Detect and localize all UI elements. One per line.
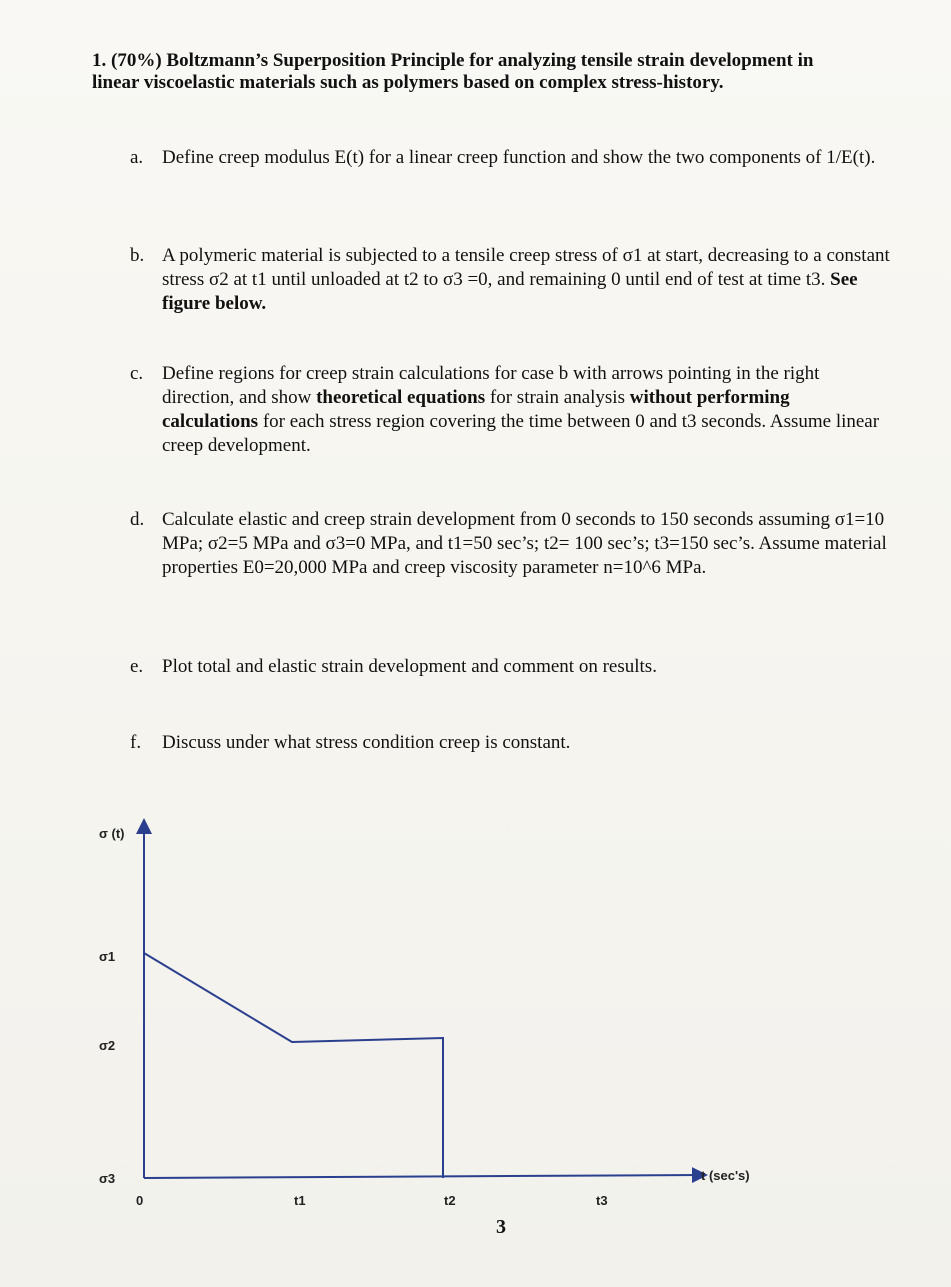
y-tick-sigma1: σ1: [99, 949, 116, 964]
x-axis-label: t (sec's): [701, 1168, 750, 1183]
item-text: [162, 362, 890, 458]
x-tick-0: 0: [136, 1193, 144, 1208]
page-number: 3: [496, 1216, 506, 1238]
item-text: Plot total and elastic strain development and comment on results.: [162, 656, 657, 677]
item-text-bold: without performing calculations: [162, 387, 790, 432]
x-tick-t1: t1: [294, 1193, 306, 1208]
item-text: Discuss under what stress condition creep is constant.: [162, 732, 571, 753]
item-text-plain: for each stress region covering the time between 0 and t3 seconds. Assume linear creep development.: [162, 411, 880, 456]
y-axis-label: σ (t): [99, 826, 125, 841]
item-text-plain: Define regions for creep strain calculations for case b with arrows pointing in the right direction, and show: [162, 363, 820, 408]
item-marker: f.: [130, 732, 142, 753]
item-text-bold: See figure below.: [162, 269, 858, 314]
item-marker: c.: [130, 363, 144, 384]
x-tick-t2: t2: [444, 1193, 456, 1208]
sub-question-c: [130, 362, 890, 458]
sub-question-a: [130, 146, 890, 170]
x-tick-t3: t3: [596, 1193, 608, 1208]
y-tick-sigma2: σ2: [99, 1038, 116, 1053]
y-tick-sigma3: σ3: [99, 1171, 116, 1186]
item-marker: e.: [130, 656, 144, 677]
item-text: Define creep modulus E(t) for a linear creep function and show the two components of 1/E(t).: [162, 147, 876, 168]
stress-history-line: [144, 953, 443, 1178]
sub-question-e: [130, 655, 890, 679]
item-marker: a.: [130, 147, 144, 168]
question-heading: 1. (70%) Boltzmann’s Superposition Principle for analyzing tensile strain development in linear viscoelastic materials such as polymers based on complex stress-history.: [92, 50, 814, 93]
item-text-plain: A polymeric material is subjected to a tensile creep stress of σ1 at start, decreasing to a constant stress σ2 at t1 until unloaded at t2 to σ3 =0, and remaining 0 until end of test at time t3.: [162, 245, 890, 290]
item-text-plain: for strain analysis: [485, 387, 630, 408]
sub-question-f: [130, 731, 890, 755]
sub-question-d: [130, 508, 890, 580]
item-marker: b.: [130, 245, 145, 266]
item-text-bold: theoretical equations: [316, 387, 486, 408]
item-marker: d.: [130, 509, 145, 530]
x-axis: [144, 1175, 700, 1178]
sub-question-b: [130, 244, 890, 316]
item-text: Calculate elastic and creep strain development from 0 seconds to 150 seconds assuming σ1=10 MPa; σ2=5 MPa and σ3=0 MPa, and t1=50 sec’s; t2= 100 sec’s; t3=150 sec’s. Assume material properties E0=20,000 MPa and creep viscosity parameter n=10^6 MPa.: [162, 509, 887, 578]
item-text: [162, 244, 890, 316]
